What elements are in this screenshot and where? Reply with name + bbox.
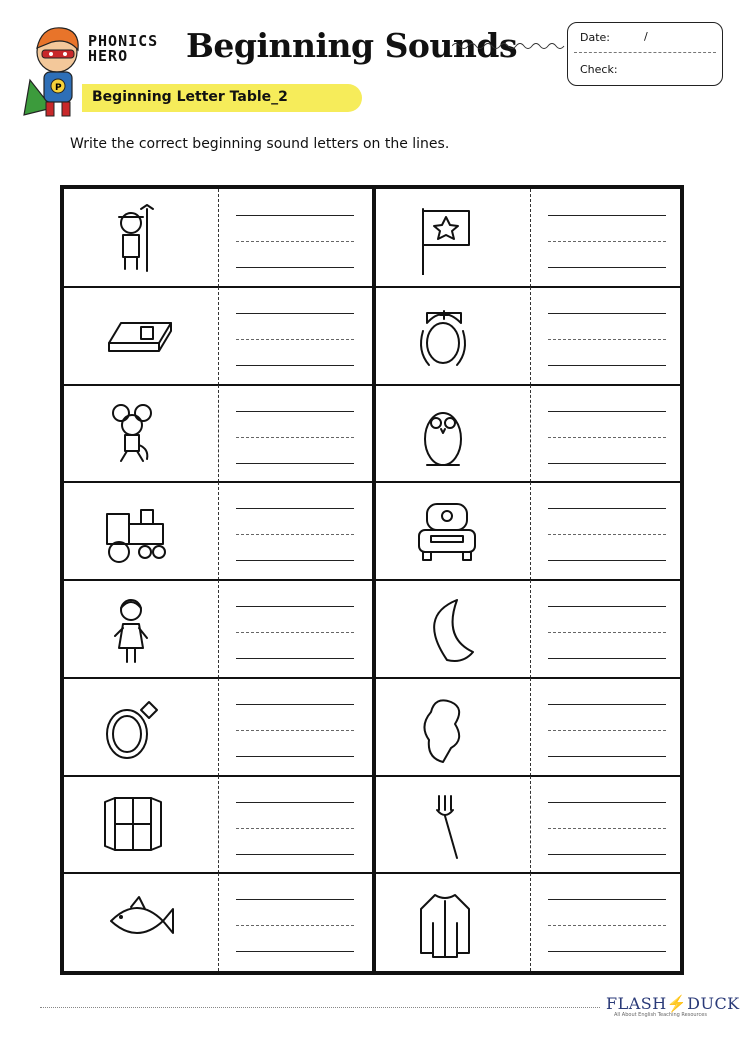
fish-icon (101, 887, 177, 959)
table-row (64, 580, 680, 678)
base-line (236, 756, 354, 757)
mid-dashed-line (548, 437, 666, 438)
window-icon (101, 790, 177, 862)
base-line (548, 267, 666, 268)
base-line (548, 854, 666, 855)
handwriting-lines[interactable] (236, 313, 354, 366)
table-cell-left (64, 482, 372, 580)
brand-line-1: PHONICS (88, 32, 159, 50)
mid-dashed-line (236, 828, 354, 829)
handwriting-lines[interactable] (548, 313, 666, 366)
date-box-divider (574, 52, 716, 53)
top-line (236, 899, 354, 900)
coat-icon (413, 887, 489, 959)
tree-icon (413, 692, 489, 764)
handwriting-lines[interactable] (548, 802, 666, 855)
mid-dashed-line (236, 925, 354, 926)
base-line (236, 658, 354, 659)
dashed-separator (530, 776, 531, 874)
beginning-letter-table (60, 185, 684, 975)
base-line (236, 365, 354, 366)
mid-dashed-line (548, 339, 666, 340)
base-line (548, 658, 666, 659)
logo-tagline: All About English Teaching Resources (614, 1012, 707, 1018)
table-row (64, 482, 680, 580)
flashduck-logo (606, 994, 740, 1013)
handwriting-lines[interactable] (236, 899, 354, 952)
table-row (64, 287, 680, 385)
handwriting-lines[interactable] (236, 215, 354, 268)
table-cell-left (64, 287, 372, 385)
base-line (236, 463, 354, 464)
top-line (548, 508, 666, 509)
date-label: Date: (580, 31, 610, 44)
girl-icon (101, 594, 177, 666)
lightning-icon: ⚡ (666, 994, 688, 1013)
table-cell-right (376, 385, 684, 483)
picture-area (64, 482, 218, 580)
base-line (548, 951, 666, 952)
dashed-separator (218, 385, 219, 483)
table-cell-right (376, 678, 684, 776)
worksheet-subtitle: Beginning Letter Table_2 (92, 89, 288, 105)
base-line (548, 463, 666, 464)
mid-dashed-line (236, 437, 354, 438)
mid-dashed-line (548, 828, 666, 829)
nurse-icon (413, 301, 489, 373)
picture-area (64, 873, 218, 971)
base-line (236, 951, 354, 952)
fork-icon (413, 790, 489, 862)
top-line (548, 802, 666, 803)
dashed-separator (530, 482, 531, 580)
table-row (64, 873, 680, 971)
table-cell-left (64, 580, 372, 678)
top-line (548, 704, 666, 705)
table-cell-right (376, 580, 684, 678)
footer-dotted-line (40, 1007, 600, 1008)
table-row (64, 776, 680, 874)
dashed-separator (218, 678, 219, 776)
mid-dashed-line (236, 339, 354, 340)
picture-area (376, 678, 530, 776)
table-cell-left (64, 189, 372, 287)
picture-area (376, 385, 530, 483)
owl-icon (413, 399, 489, 471)
picture-area (64, 580, 218, 678)
dashed-separator (218, 189, 219, 287)
brand-logo-text (88, 34, 180, 64)
top-line (236, 215, 354, 216)
book-icon (101, 301, 177, 373)
dashed-separator (530, 189, 531, 287)
mid-dashed-line (548, 730, 666, 731)
picture-area (376, 873, 530, 971)
handwriting-lines[interactable] (548, 411, 666, 464)
top-line (236, 411, 354, 412)
date-check-box (567, 22, 723, 86)
table-cell-right (376, 482, 684, 580)
picture-area (376, 776, 530, 874)
handwriting-lines[interactable] (548, 704, 666, 757)
table-cell-right (376, 189, 684, 287)
top-line (236, 802, 354, 803)
table-cell-left (64, 776, 372, 874)
handwriting-lines[interactable] (236, 411, 354, 464)
base-line (548, 365, 666, 366)
handwriting-lines[interactable] (548, 508, 666, 561)
mid-dashed-line (236, 534, 354, 535)
car-icon (413, 496, 489, 568)
handwriting-lines[interactable] (548, 606, 666, 659)
flag-icon (413, 203, 489, 275)
table-row (64, 189, 680, 287)
top-line (548, 215, 666, 216)
farmer-icon (101, 203, 177, 275)
picture-area (376, 580, 530, 678)
mid-dashed-line (236, 730, 354, 731)
ring-icon (101, 692, 177, 764)
mid-dashed-line (548, 632, 666, 633)
top-line (548, 411, 666, 412)
mid-dashed-line (548, 534, 666, 535)
squiggle-decoration-icon (452, 40, 568, 52)
top-line (548, 899, 666, 900)
picture-area (376, 287, 530, 385)
brand-line-2: HERO (88, 47, 129, 65)
base-line (236, 854, 354, 855)
instruction-text: Write the correct beginning sound letters on the lines. (70, 136, 450, 152)
svg-text:P: P (55, 83, 62, 93)
dashed-separator (530, 385, 531, 483)
mid-dashed-line (548, 925, 666, 926)
picture-area (376, 482, 530, 580)
table-cell-left (64, 873, 372, 971)
base-line (548, 560, 666, 561)
handwriting-lines[interactable] (236, 802, 354, 855)
dashed-separator (218, 776, 219, 874)
base-line (548, 756, 666, 757)
handwriting-lines[interactable] (548, 215, 666, 268)
top-line (236, 704, 354, 705)
dashed-separator (530, 287, 531, 385)
page-title: Beginning Sounds (186, 26, 518, 65)
mid-dashed-line (236, 632, 354, 633)
top-line (548, 606, 666, 607)
top-line (236, 313, 354, 314)
moon-icon (413, 594, 489, 666)
handwriting-lines[interactable] (236, 508, 354, 561)
dashed-separator (530, 580, 531, 678)
dashed-separator (218, 580, 219, 678)
table-cell-right (376, 776, 684, 874)
base-line (236, 560, 354, 561)
date-separator: / (644, 30, 648, 43)
mid-dashed-line (236, 241, 354, 242)
train-icon (101, 496, 177, 568)
dashed-separator (530, 873, 531, 971)
top-line (236, 606, 354, 607)
handwriting-lines[interactable] (236, 606, 354, 659)
top-line (548, 313, 666, 314)
picture-area (64, 287, 218, 385)
picture-area (64, 189, 218, 287)
picture-area (64, 678, 218, 776)
logo-part-2: DUCK (687, 994, 740, 1013)
picture-area (64, 385, 218, 483)
handwriting-lines[interactable] (236, 704, 354, 757)
dashed-separator (530, 678, 531, 776)
table-cell-right (376, 287, 684, 385)
table-cell-left (64, 678, 372, 776)
table-row (64, 678, 680, 776)
table-cell-left (64, 385, 372, 483)
top-line (236, 508, 354, 509)
table-row (64, 385, 680, 483)
dashed-separator (218, 287, 219, 385)
logo-part-1: FLASH (606, 994, 667, 1013)
picture-area (64, 776, 218, 874)
handwriting-lines[interactable] (548, 899, 666, 952)
dashed-separator (218, 482, 219, 580)
picture-area (376, 189, 530, 287)
base-line (236, 267, 354, 268)
mouse-icon (101, 399, 177, 471)
check-label: Check: (580, 63, 618, 76)
dashed-separator (218, 873, 219, 971)
table-cell-right (376, 873, 684, 971)
mid-dashed-line (548, 241, 666, 242)
